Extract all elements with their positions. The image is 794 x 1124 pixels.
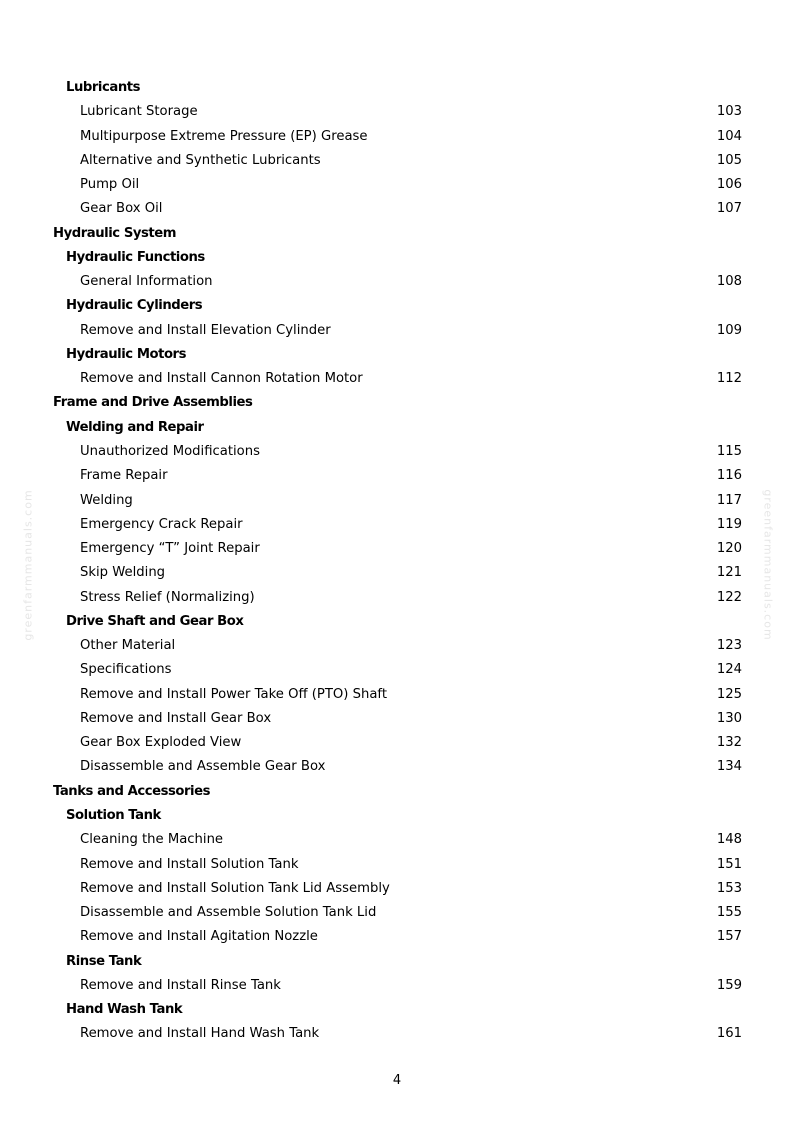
toc-entry[interactable] <box>0 561 794 585</box>
toc-entry-title: Welding <box>80 492 133 508</box>
toc-subsection-heading <box>0 610 794 634</box>
table-of-contents <box>0 76 794 1047</box>
toc-entry-page-number: 134 <box>716 759 742 775</box>
toc-entry-title: Remove and Install Agitation Nozzle <box>80 929 318 945</box>
toc-entry-page-number: 148 <box>716 832 742 848</box>
toc-entry-page-number: 105 <box>716 152 742 168</box>
toc-entry-title: Lubricants <box>66 80 141 95</box>
toc-entry-title: Other Material <box>80 638 176 654</box>
toc-entry[interactable] <box>0 513 794 537</box>
toc-entry[interactable] <box>0 634 794 658</box>
toc-entry-title: Hydraulic Motors <box>66 346 187 362</box>
toc-entry-title: Gear Box Oil <box>80 201 163 217</box>
toc-entry[interactable] <box>0 1022 794 1046</box>
toc-entry-page-number: 115 <box>716 443 742 459</box>
toc-entry-title: Disassemble and Assemble Gear Box <box>80 759 326 775</box>
toc-entry-title: Gear Box Exploded View <box>80 735 242 751</box>
toc-entry[interactable] <box>0 464 794 488</box>
toc-entry-title: Remove and Install Hand Wash Tank <box>80 1026 320 1042</box>
toc-entry[interactable] <box>0 707 794 731</box>
toc-entry-page-number: 106 <box>716 177 742 193</box>
toc-entry-title: Frame Repair <box>80 468 168 484</box>
toc-entry-page-number: 132 <box>716 735 742 751</box>
toc-entry[interactable] <box>0 440 794 464</box>
toc-entry-page-number: 125 <box>716 686 742 702</box>
toc-entry-title: Remove and Install Gear Box <box>80 710 272 726</box>
toc-entry-title: Remove and Install Solution Tank Lid Assembly <box>80 880 390 896</box>
toc-entry-title: Alternative and Synthetic Lubricants <box>80 152 321 168</box>
toc-subsection-heading <box>0 294 794 318</box>
toc-entry-page-number: 103 <box>716 104 742 120</box>
toc-subsection-heading <box>0 343 794 367</box>
toc-entry-title: Unauthorized Modifications <box>80 443 260 459</box>
toc-subsection-heading <box>0 76 794 100</box>
toc-entry-title: Remove and Install Cannon Rotation Motor <box>80 371 363 387</box>
toc-entry-title: Hand Wash Tank <box>66 1002 183 1018</box>
toc-entry[interactable] <box>0 853 794 877</box>
toc-subsection-heading <box>0 416 794 440</box>
toc-entry-title: General Information <box>80 274 213 290</box>
toc-entry-title: Hydraulic Cylinders <box>66 298 203 314</box>
toc-entry-page-number: 155 <box>716 905 742 921</box>
toc-entry-page-number: 151 <box>716 856 742 872</box>
toc-entry-page-number: 153 <box>716 880 742 896</box>
toc-entry-page-number: 130 <box>716 710 742 726</box>
toc-entry-page-number: 119 <box>716 516 742 532</box>
toc-entry-page-number: 117 <box>716 492 742 508</box>
toc-entry-page-number: 116 <box>716 468 742 484</box>
toc-entry[interactable] <box>0 100 794 124</box>
toc-entry[interactable] <box>0 367 794 391</box>
toc-entry[interactable] <box>0 197 794 221</box>
toc-entry-page-number: 109 <box>716 322 742 338</box>
toc-entry-page-number: 108 <box>716 274 742 290</box>
toc-entry-page-number: 104 <box>716 128 742 144</box>
toc-entry-title: Lubricant Storage <box>80 104 198 120</box>
toc-entry-title: Tanks and Accessories <box>53 783 211 799</box>
toc-entry-title: Pump Oil <box>80 177 140 193</box>
toc-subsection-heading <box>0 998 794 1022</box>
watermark-right: greenfarmmanuals.com <box>761 489 775 641</box>
toc-entry-title: Skip Welding <box>80 565 166 581</box>
toc-entry-title: Remove and Install Power Take Off (PTO) Shaft <box>80 686 388 702</box>
toc-entry[interactable] <box>0 658 794 682</box>
toc-subsection-heading <box>0 804 794 828</box>
toc-entry[interactable] <box>0 925 794 949</box>
toc-entry-title: Welding and Repair <box>66 419 204 435</box>
toc-entry[interactable] <box>0 974 794 998</box>
toc-entry-title: Drive Shaft and Gear Box <box>66 613 244 629</box>
toc-entry-page-number: 159 <box>716 977 742 993</box>
toc-entry[interactable] <box>0 828 794 852</box>
toc-entry[interactable] <box>0 731 794 755</box>
toc-entry-title: Hydraulic Functions <box>66 249 205 265</box>
toc-entry-title: Frame and Drive Assemblies <box>53 395 253 411</box>
watermark-left: greenfarmmanuals.com <box>21 489 35 641</box>
toc-entry[interactable] <box>0 149 794 173</box>
toc-entry-page-number: 161 <box>716 1026 742 1042</box>
toc-entry-page-number: 107 <box>716 201 742 217</box>
toc-entry[interactable] <box>0 173 794 197</box>
toc-entry-title: Emergency “T” Joint Repair <box>80 541 260 557</box>
toc-entry[interactable] <box>0 877 794 901</box>
toc-entry-page-number: 157 <box>716 929 742 945</box>
toc-section-heading <box>0 780 794 804</box>
toc-entry-page-number: 120 <box>716 541 742 557</box>
toc-section-heading <box>0 391 794 415</box>
page-number: 4 <box>392 1073 402 1088</box>
toc-subsection-heading <box>0 950 794 974</box>
toc-entry[interactable] <box>0 901 794 925</box>
toc-entry-title: Remove and Install Rinse Tank <box>80 977 281 993</box>
toc-entry[interactable] <box>0 586 794 610</box>
toc-entry[interactable] <box>0 319 794 343</box>
toc-entry-page-number: 121 <box>716 565 742 581</box>
toc-section-heading <box>0 222 794 246</box>
toc-entry-title: Rinse Tank <box>66 953 142 969</box>
toc-entry[interactable] <box>0 683 794 707</box>
toc-entry-title: Stress Relief (Normalizing) <box>80 589 255 605</box>
toc-entry-page-number: 112 <box>716 371 742 387</box>
toc-entry-page-number: 124 <box>716 662 742 678</box>
toc-entry-title: Solution Tank <box>66 807 161 823</box>
toc-entry-title: Emergency Crack Repair <box>80 516 243 532</box>
toc-entry-page-number: 123 <box>716 638 742 654</box>
toc-entry[interactable] <box>0 537 794 561</box>
toc-entry[interactable] <box>0 489 794 513</box>
toc-entry[interactable] <box>0 755 794 779</box>
toc-entry-title: Remove and Install Elevation Cylinder <box>80 322 331 338</box>
toc-entry-title: Multipurpose Extreme Pressure (EP) Grease <box>80 128 368 144</box>
toc-subsection-heading <box>0 246 794 270</box>
toc-entry-page-number: 122 <box>716 589 742 605</box>
toc-entry-title: Hydraulic System <box>53 225 177 241</box>
toc-entry[interactable] <box>0 125 794 149</box>
toc-entry-title: Cleaning the Machine <box>80 832 224 848</box>
toc-entry-title: Remove and Install Solution Tank <box>80 856 299 872</box>
toc-entry[interactable] <box>0 270 794 294</box>
toc-entry-title: Specifications <box>80 662 172 678</box>
toc-entry-title: Disassemble and Assemble Solution Tank Lid <box>80 905 377 921</box>
